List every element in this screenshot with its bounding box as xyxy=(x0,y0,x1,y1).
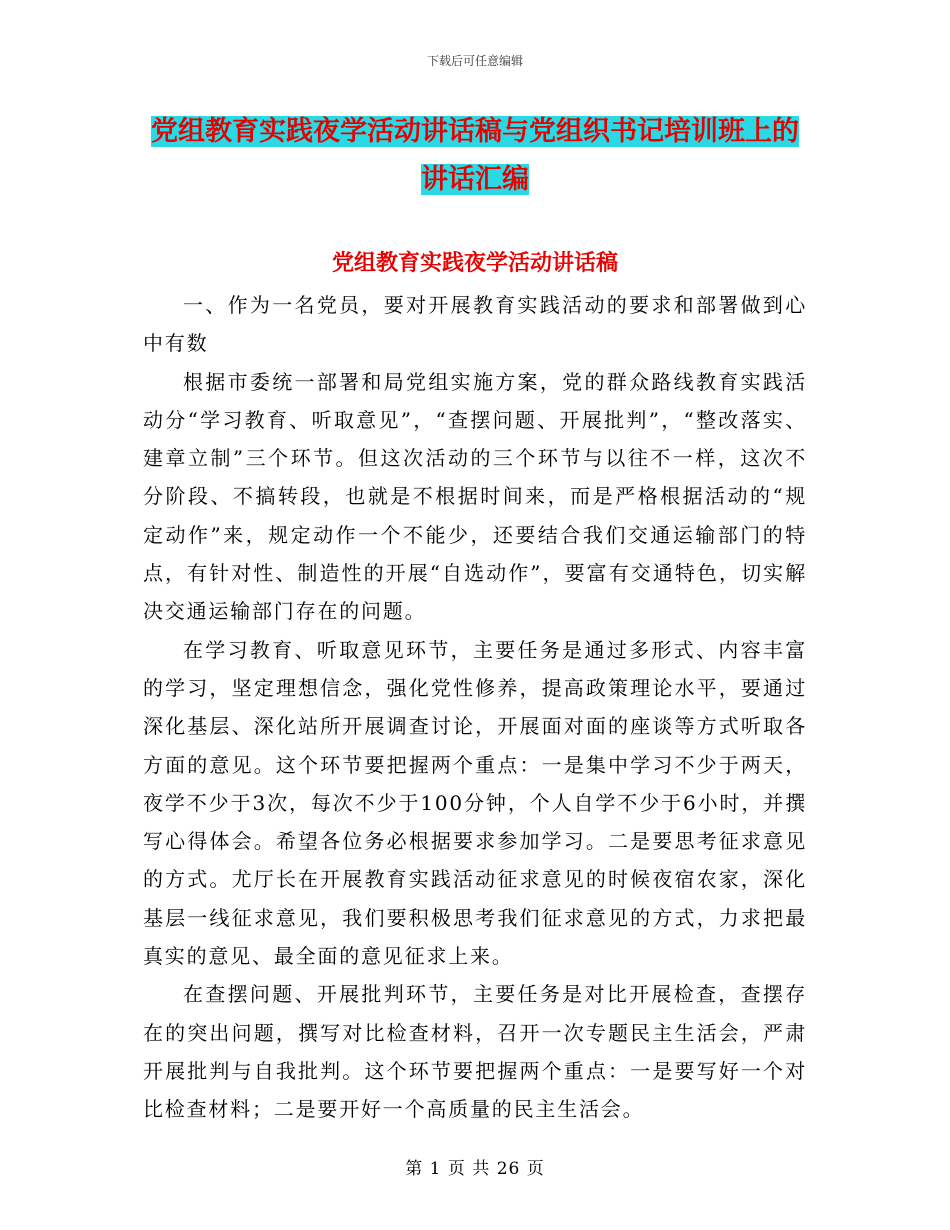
header-note: 下载后可任意编辑 xyxy=(426,54,523,68)
paragraph: 在查摆问题、开展批判环节，主要任务是对比开展检查，查摆存在的突出问题，撰写对比检查材料，召开一次专题民主生活会，严肃开展批判与自我批判。这个环节要把握两个重点：一是要写好一个对比检查材料；二是要开好一个高质量的民主生活会。 xyxy=(143,982,807,1122)
document-body xyxy=(143,286,807,1129)
page-number: 第 1 页 共 26 页 xyxy=(405,1159,545,1179)
document-title-text: 党组教育实践夜学活动讲话稿与党组织书记培训班上的讲话汇编 xyxy=(151,116,799,195)
paragraph-heading: 一、作为一名党员，要对开展教育实践活动的要求和部署做到心中有数 xyxy=(143,293,807,356)
paragraph: 根据市委统一部署和局党组实施方案，党的群众路线教育实践活动分“学习教育、听取意见”，“查摆问题、开展批判”，“整改落实、建章立制”三个环节。但这次活动的三个环节与以往不一样，这次不分阶段、不搞转段，也就是不根据时间来，而是严格根据活动的“规定动作”来，规定动作一个不能少，还要结合我们交通运输部门的特点，有针对性、制造性的开展“自选动作”，要富有交通特色，切实解决交通运输部门存在的问题。 xyxy=(143,369,807,624)
section-title: 党组教育实践夜学活动讲话稿 xyxy=(331,251,618,276)
paragraph: 在学习教育、听取意见环节，主要任务是通过多形式、内容丰富的学习，坚定理想信念，强化党性修养，提高政策理论水平，要通过深化基层、深化站所开展调查讨论，开展面对面的座谈等方式听取各方面的意见。这个环节要把握两个重点：一是集中学习不少于两天，夜学不少于3次，每次不少于100分钟，个人自学不少于6小时，并撰写心得体会。希望各位务必根据要求参加学习。二是要思考征求意见的方式。尤厅长在开展教育实践活动征求意见的时候夜宿农家，深化基层一线征求意见，我们要积极思考我们征求意见的方式，力求把最真实的意见、最全面的意见征求上来。 xyxy=(143,637,807,969)
document-title xyxy=(140,108,810,204)
